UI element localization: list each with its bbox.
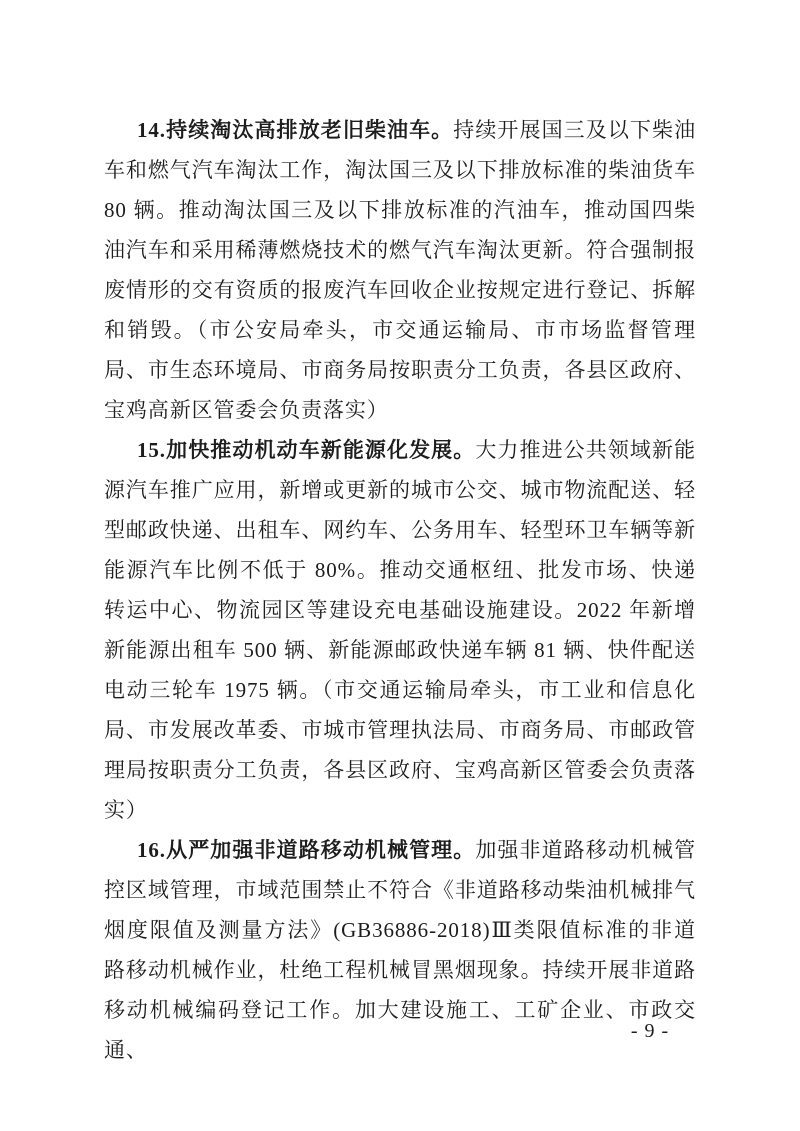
paragraph-text-15: 大力推进公共领域新能源汽车推广应用，新增或更新的城市公交、城市物流配送、轻型邮政快递、出租车、网约车、公务用车、轻型环卫车辆等新能源汽车比例不低于 80%。推动交通枢纽、批发市场、快递转运中心、物流园区等建设充电基础设施建设。2022 年新增新能源出租车 500 辆、新能源邮政快递车辆 81 辆、快件配送电动三轮车 1975 辆。（市交通运输局牵头，市工业和信息化局、市发展改革委、市城市管理执法局、市商务局、市邮政管理局按职责分工负责，各县区政府、宝鸡高新区管委会负责落实） xyxy=(104,438,696,822)
document-body xyxy=(104,110,696,1070)
paragraph-item-15 xyxy=(104,430,696,830)
page-number: - 9 - xyxy=(630,1020,670,1042)
paragraph-text-14: 持续开展国三及以下柴油车和燃气汽车淘汰工作，淘汰国三及以下排放标准的柴油货车 80 辆。推动淘汰国三及以下排放标准的汽油车，推动国四柴油汽车和采用稀薄燃烧技术的燃气汽车淘汰更新。符合强制报废情形的交有资质的报废汽车回收企业按规定进行登记、拆解和销毁。（市公安局牵头，市交通运输局、市市场监督管理局、市生态环境局、市商务局按职责分工负责，各县区政府、宝鸡高新区管委会负责落实） xyxy=(104,118,696,422)
paragraph-heading-14: 14.持续淘汰高排放老旧柴油车。 xyxy=(137,118,454,142)
paragraph-text-16: 加强非道路移动机械管控区域管理，市域范围禁止不符合《非道路移动柴油机械排气烟度限值及测量方法》(GB36886-2018)Ⅲ类限值标准的非道路移动机械作业，杜绝工程机械冒黑烟现象。持续开展非道路移动机械编码登记工作。加大建设施工、工矿企业、市政交通、 xyxy=(104,838,696,1062)
paragraph-heading-16: 16.从严加强非道路移动机械管理。 xyxy=(137,838,476,862)
paragraph-heading-15: 15.加快推动机动车新能源化发展。 xyxy=(137,438,476,462)
paragraph-item-14 xyxy=(104,110,696,430)
